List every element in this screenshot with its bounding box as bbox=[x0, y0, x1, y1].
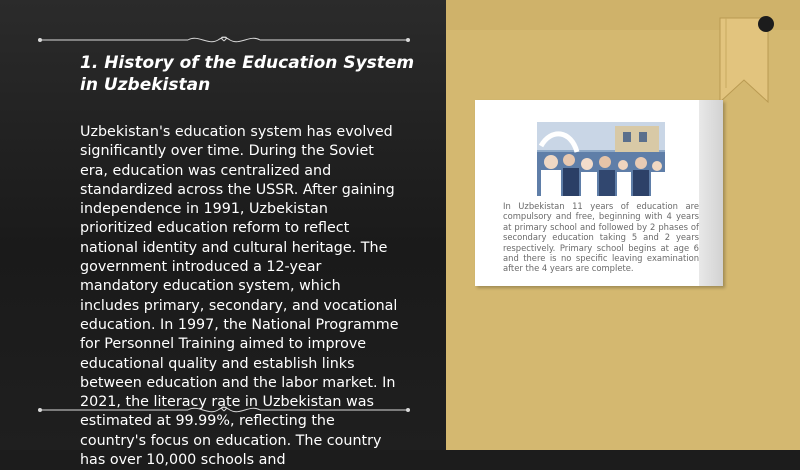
ribbon-bookmark-icon bbox=[716, 18, 772, 102]
top-flourish-divider-icon bbox=[38, 35, 410, 45]
bottom-flourish-divider-icon bbox=[38, 405, 410, 415]
slide-body-text: Uzbekistan's education system has evolved significantly over time. During the Soviet era, education was centralized and standardized across the USSR. After gaining independence in 1991, Uzbekistan prioritized education reform to reflect national identity and cultural heritage. The government introduced a 12-year mandatory education system, which includes primary, secondary, and vocational education. In 1997, the National Programme for Personnel Training aimed to improve educational quality and establish links between education and the labor market. In 2021, the literacy rate in Uzbekistan was estimated at 99.99%, reflecting the country's focus on education. The country has over 10,000 schools and bbox=[80, 124, 399, 469]
photo-card bbox=[475, 100, 723, 286]
card-shadow-edge bbox=[699, 100, 723, 286]
slide-title: 1. History of the Education System in Uzbekistan bbox=[80, 53, 415, 95]
photo-caption: In Uzbekistan 11 years of education are compulsory and free, beginning with 4 years at primary school and followed by 2 phases of secondary education taking 5 and 2 years respectively. Primary school begins at age 6 and there is no specific leaving examination after the 4 years are complete. bbox=[503, 201, 699, 274]
students-photo bbox=[537, 122, 665, 196]
